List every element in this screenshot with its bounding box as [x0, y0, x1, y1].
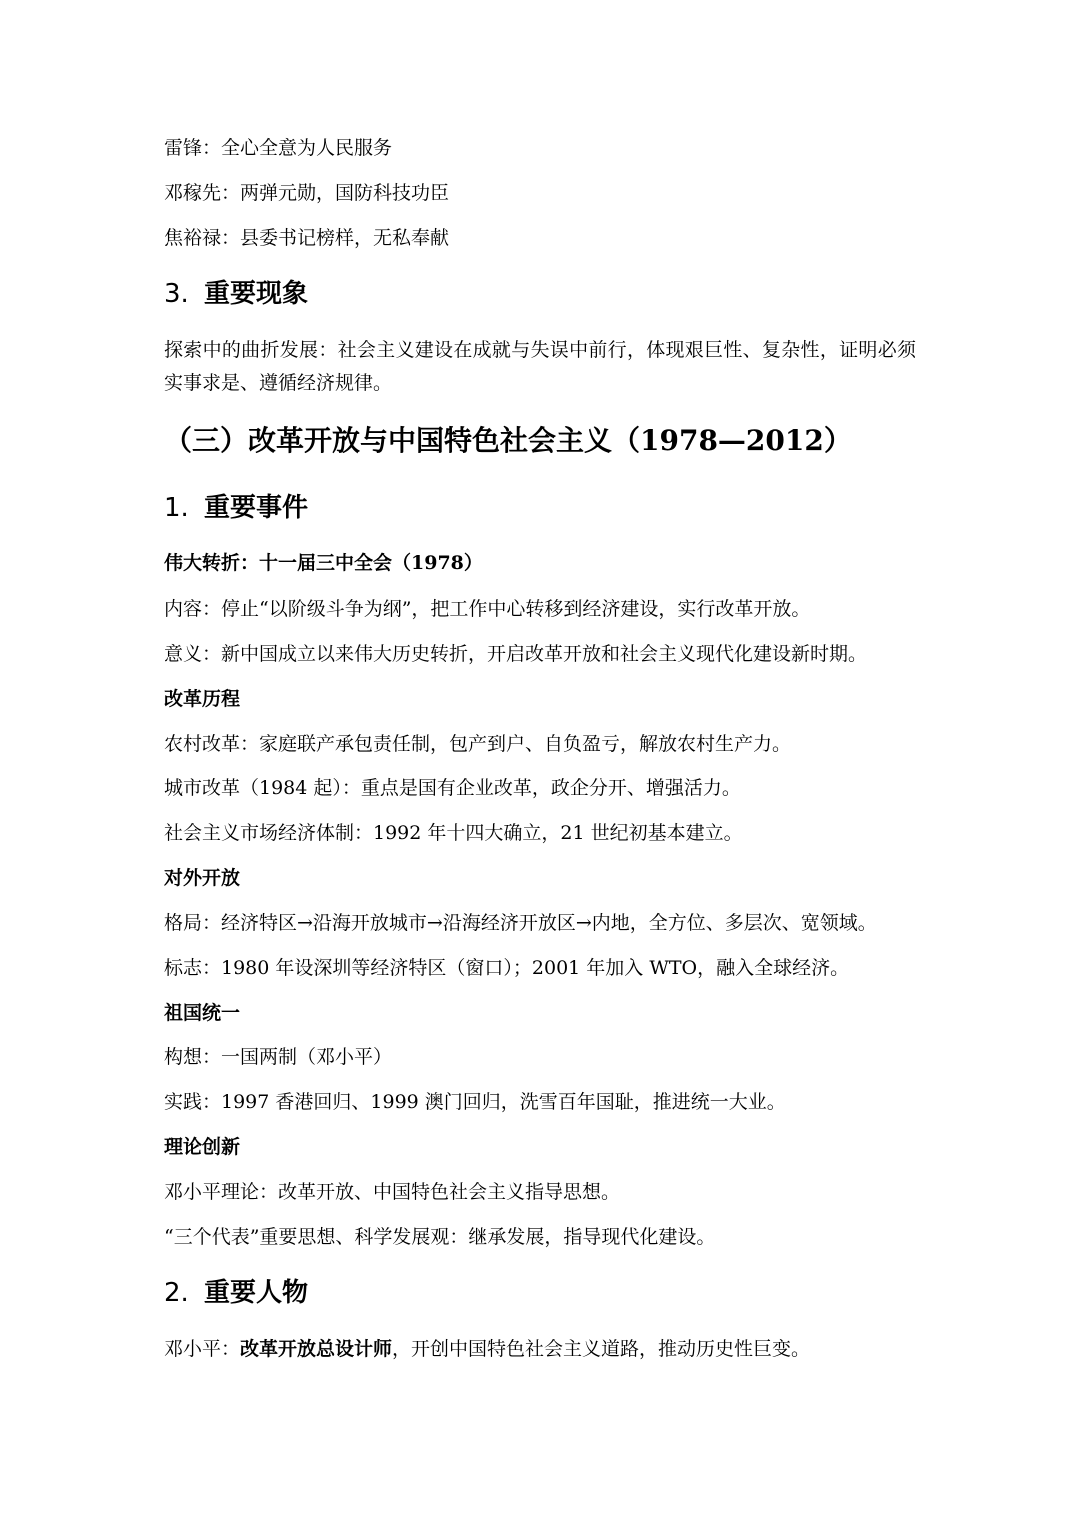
chapter-heading: （三）改革开放与中国特色社会主义（1978—2012）	[164, 424, 852, 457]
section-title: 重要现象	[204, 279, 309, 309]
section-heading-events	[164, 491, 308, 525]
section-number: 2.	[164, 1278, 189, 1308]
section-number: 3.	[164, 279, 189, 309]
unification-concept: 构想：一国两制（邓小平）	[164, 1046, 393, 1068]
person-jiao-yulu: 焦裕禄：县委书记榜样，无私奉献	[164, 227, 450, 249]
figure-deng-xiaoping	[164, 1336, 810, 1362]
section-heading-phenomena	[164, 277, 308, 311]
opening-pattern: 格局：经济特区→沿海开放城市→沿海经济开放区→内地，全方位、多层次、宽领域。	[164, 912, 877, 934]
person-deng-jiaxian: 邓稼先：两弹元勋，国防科技功臣	[164, 182, 450, 204]
phenomena-paragraph: 探索中的曲折发展：社会主义建设在成就与失误中前行，体现艰巨性、复杂性，证明必须实事求是、遵循经济规律。	[164, 339, 916, 394]
subheading-unification: 祖国统一	[164, 1002, 241, 1024]
theory-deng: 邓小平理论：改革开放、中国特色社会主义指导思想。	[164, 1181, 621, 1203]
reform-urban: 城市改革（1984 起）：重点是国有企业改革，政企分开、增强活力。	[164, 777, 741, 799]
unification-practice: 实践：1997 香港回归、1999 澳门回归，洗雪百年国耻，推进统一大业。	[164, 1091, 786, 1113]
section-title: 重要事件	[204, 493, 309, 523]
theory-three-represents: “三个代表”重要思想、科学发展观：继承发展，指导现代化建设。	[164, 1226, 716, 1248]
event-turning-point: 伟大转折：十一届三中全会（1978）	[164, 552, 483, 574]
figure-name: 邓小平：	[164, 1338, 241, 1360]
reform-rural: 农村改革：家庭联产承包责任制，包产到户、自负盈亏，解放农村生产力。	[164, 733, 792, 755]
event-content: 内容：停止“以阶级斗争为纲”，把工作中心转移到经济建设，实行改革开放。	[164, 598, 811, 620]
reform-market: 社会主义市场经济体制：1992 年十四大确立，21 世纪初基本建立。	[164, 822, 743, 844]
person-lei-feng: 雷锋：全心全意为人民服务	[164, 137, 393, 159]
figure-description: ，开创中国特色社会主义道路，推动历史性巨变。	[392, 1338, 811, 1360]
subheading-theory: 理论创新	[164, 1136, 241, 1158]
section-heading-figures	[164, 1276, 308, 1310]
figure-title-bold: 改革开放总设计师	[240, 1338, 393, 1360]
subheading-reform: 改革历程	[164, 688, 241, 710]
opening-milestones: 标志：1980 年设深圳等经济特区（窗口）；2001 年加入 WTO，融入全球经济。	[164, 957, 850, 979]
section-title: 重要人物	[204, 1278, 309, 1308]
event-meaning: 意义：新中国成立以来伟大历史转折，开启改革开放和社会主义现代化建设新时期。	[164, 643, 868, 665]
section-number: 1.	[164, 493, 189, 523]
subheading-opening: 对外开放	[164, 867, 241, 889]
